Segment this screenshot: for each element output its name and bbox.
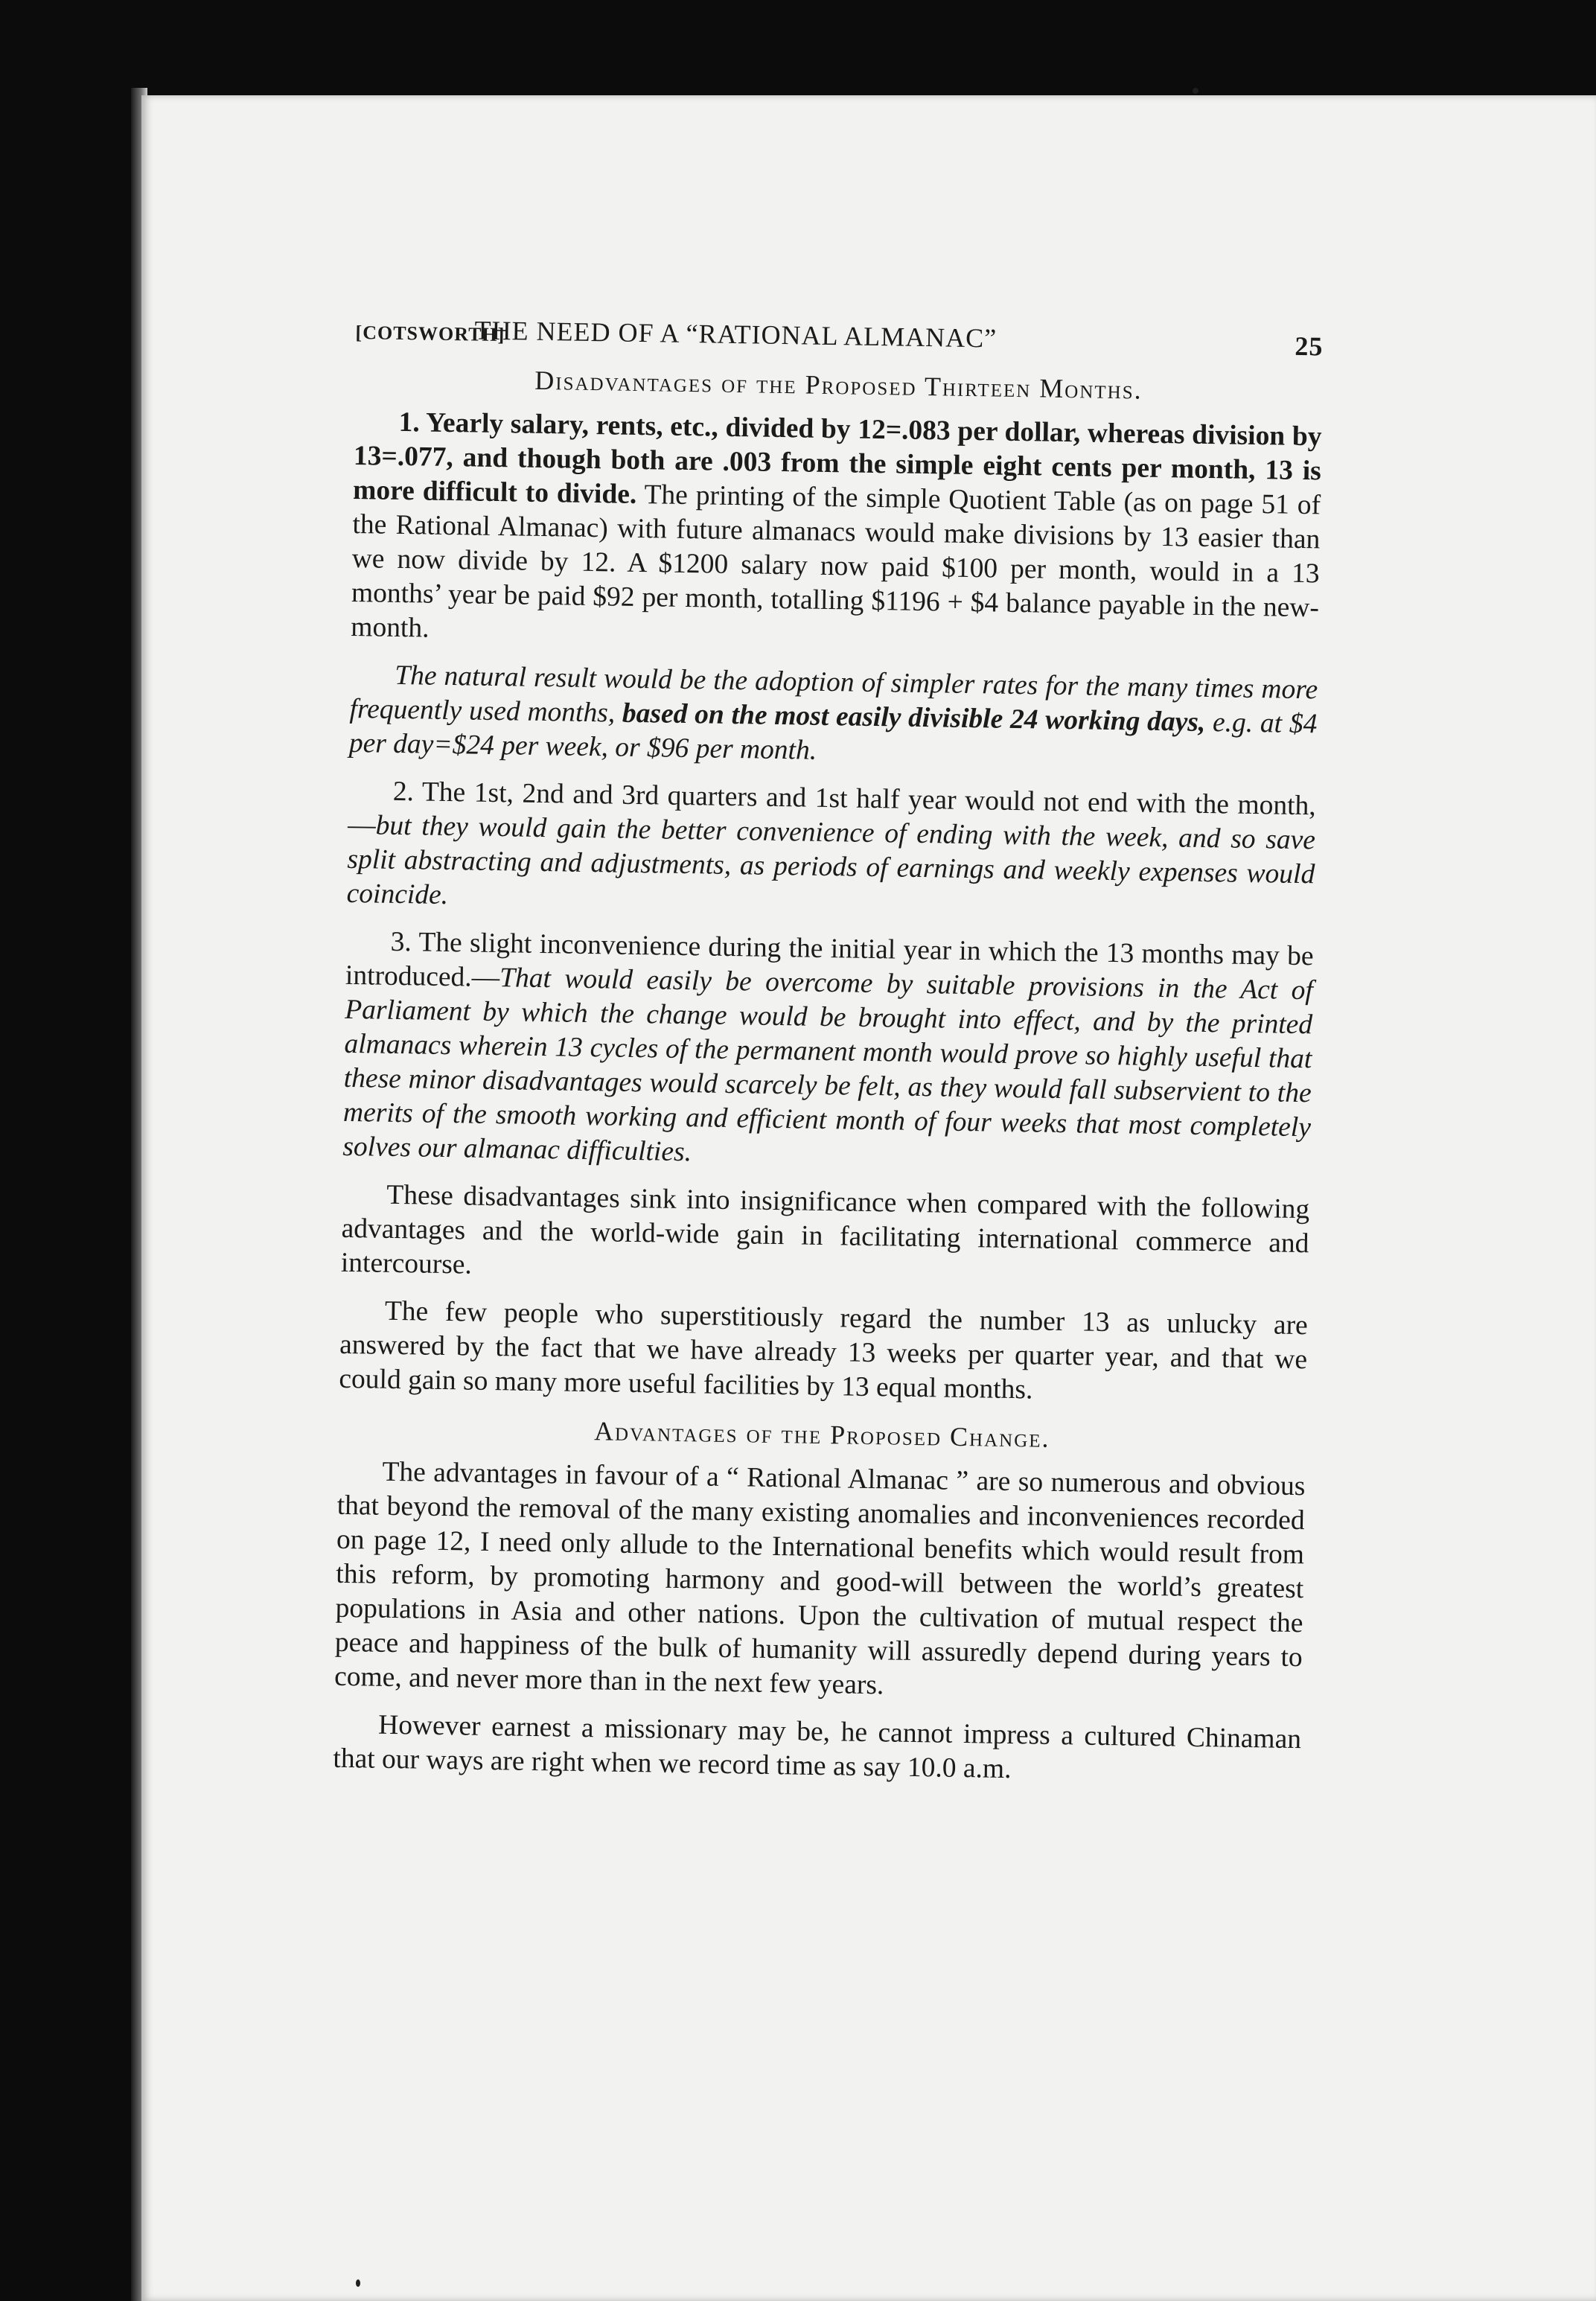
paragraph-disadvantage-1-bold: 1. Yearly salary, rents, etc., divided by 12=.083 per dollar, whereas division by 13=.077, and though both are .003 from the simple eight cents per month, 13 is more difficult to divide. [352,406,1322,510]
paragraph-advantages: The advantages in favour of a “ Rational Almanac ” are so numerous and obvious that beyond the removal of the many existing anomalies and inconveniences recorded on page 12, I need only allude to the International benefits which would result from this reform, by promoting harmony and good-will between the world’s greatest populations in Asia and other nations. Upon the cultivation of mutual respect the peace and happiness of the bulk of humanity will assuredly depend during years to come, and never more than in the next few years. [333,1456,1306,1701]
paragraph-disadvantage-2-a: 2. The 1st, 2nd and 3rd quarters and 1st half year would not end with the month,— [347,776,1317,841]
paragraph-disadvantage-3 [342,925,1314,1179]
page-text [333,311,1324,1799]
paragraph-disadvantage-1-rest: The printing of the simple Quotient Table (as on page 51 of the Rational Almanac) with future almanacs would make divisions by 13 easier than we now divide by 12. A $1200 salary now paid $100 per month, would in a 13 months’ year be paid $92 per month, totalling $1196 + $4 balance payable in the new-month. [351,479,1321,644]
paragraph-natural-result-b: based on the most easily divisible 24 working days, [614,698,1206,738]
scan-speck [1193,88,1198,94]
paragraph-natural-result [349,658,1318,776]
section-heading-disadvantages: Disadvantages of the Proposed Thirteen Months. [534,365,1143,405]
page-number: 25 [1295,331,1324,362]
paragraph-superstition: The few people who superstitiously regard the number 13 as unlucky are answered by the fact that we have already 13 weeks per quarter year, and that we could gain so many more useful facilities by 13 equal months. [339,1295,1309,1405]
paragraph-disadvantage-2-b: but they would gain the better convenience of ending with the week, and so save split abstracting and adjustments, as periods of earnings and weekly expenses would coincide. [346,810,1316,911]
paragraph-disadvantage-3-a: 3. The slight inconvenience during the initial year in which the 13 months may be introduced.— [345,926,1314,994]
paragraph-natural-result-c: e.g. at $4 per day=$24 per week, or $96 per month. [348,706,1318,766]
paragraph-natural-result-a: The natural result would be the adoption of simpler rates for the many times more frequently used months, [349,660,1318,729]
paragraph-disadvantage-2 [346,774,1316,926]
paragraph-missionary: However earnest a missionary may be, he cannot impress a cultured Chinaman that our ways are right when we record time as say 10.0 a.m. [333,1709,1302,1785]
section-heading-advantages: Advantages of the Proposed Change. [593,1416,1050,1453]
paragraph-disadvantage-1 [351,405,1322,660]
running-head-author: [COTSWORTH] [355,321,505,346]
paragraph-insignificance: These disadvantages sink into insignificance when compared with the following advantages and the world-wide gain in facilitating international commerce and intercourse. [340,1179,1310,1280]
paragraph-disadvantage-3-b: That would easily be overcome by suitable provisions in the Act of Parliament by which the change would be brought into effect, and by the printed almanacs wherein 13 cycles of the permanent month would prove so highly useful that these minor disadvantages would scarcely be felt, as they would fall subservient to the merits of the smooth working and efficient month of four weeks that most completely solves our almanac difficulties. [342,963,1314,1168]
running-head-title: THE NEED OF A “RATIONAL ALMANAC” [474,315,998,354]
scan-speck [356,2279,360,2287]
